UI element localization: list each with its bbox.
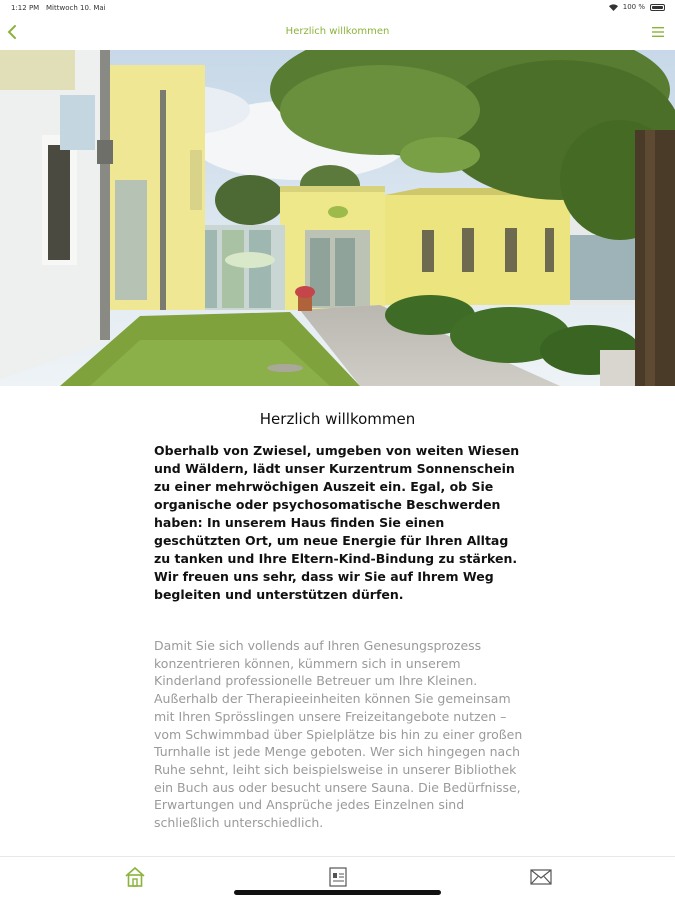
hamburger-menu-icon[interactable] [651,25,665,39]
home-icon[interactable] [123,865,147,889]
status-right [609,3,665,11]
status-bar [0,0,675,16]
building-photo-icon [0,50,675,386]
page-title: Herzlich willkommen [285,26,390,37]
navigation-bar [0,16,675,50]
content-heading: Herzlich willkommen [259,410,416,428]
mail-icon[interactable] [529,865,553,889]
body-paragraph: Damit Sie sich vollends auf Ihren Genesungsprozess konzentrieren können, kümmern sich in unserem Kinderland professionelle Betreuer um Ihre Kleinen. Außerhalb der Therapieeinheiten können Sie gemeinsam mit Ihren Sprösslingen unsere Freizeitangebote nutzen – vom Schwimmbad über Spielplätze bis hin zu einer großen Turnhalle ist jede Menge geboten. Wer sich hingegen nach Ruhe sehnt, leiht sich beispielsweise in unserer Bibliothek ein Buch aus oder besucht unsere Sauna. Die Bedürfnisse, Erwartungen und Ansprüche jedes Einzelnen sind schließlich unterschiedlich. [154,638,523,831]
hero-image [0,50,675,386]
lead-paragraph: Oberhalb von Zwiesel, umgeben von weiten Wiesen und Wäldern, lädt unser Kurzentrum Sonnenschein zu einer mehrwöchigen Auszeit ein. Egal, ob Sie organische oder psychosomatische Beschwerden haben: In unserem Haus finden Sie einen geschützten Ort, um neue Energie für Ihren Alltag zu tanken und Ihre Eltern-Kind-Bindung zu stärken. Wir freuen uns sehr, dass wir Sie auf Ihrem Weg begleiten und unterstützen dürfen. [154,443,520,602]
battery-icon [650,4,665,11]
status-date: Mittwoch 10. Mai [46,4,106,12]
home-indicator [234,890,441,895]
content-area[interactable] [0,386,675,856]
battery-percent: 100 % [622,3,645,11]
status-time: 1:12 PM [11,4,40,12]
wifi-icon [609,4,618,11]
contact-card-icon[interactable] [326,865,350,889]
